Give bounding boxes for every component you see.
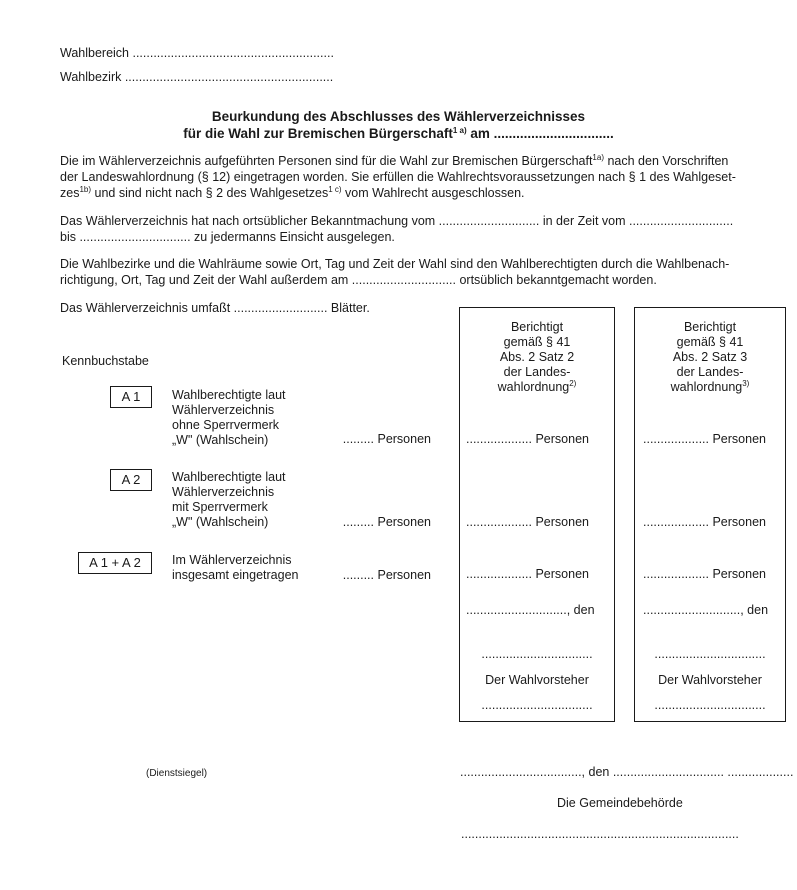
footer-signature-line: ................................................................................	[461, 827, 739, 841]
correction-box-satz3-heading: Berichtigt gemäß § 41 Abs. 2 Satz 3 der Landes- wahlordnung$^{3)}$	[670, 320, 750, 394]
code-box-a1: A 1	[110, 386, 152, 408]
row-total-persons: ......... Personen	[342, 568, 431, 582]
paragraph-announcement: Die Wahlbezirke und die Wahlräume sowie Ort, Tag und Zeit der Wahl sind den Wahlberechtigten durch die Wahlbenach- richtigung, Ort, Tag und Zeit der Wahl außerdem am .............................. ortsüblich bekanntgemacht worden.	[60, 257, 730, 287]
row-a2-persons: ......... Personen	[342, 515, 431, 529]
gemeindebehoerde-label: Die Gemeindebehörde	[557, 796, 683, 810]
sheet-count-line: Das Wählerverzeichnis umfaßt ........................... Blätter.	[60, 301, 370, 315]
box2-place-date: ............................, den	[643, 603, 769, 617]
row-total-description: Im Wählerverzeichnis insgesamt eingetragen	[172, 553, 299, 582]
box1-place-date: ............................., den	[466, 603, 595, 617]
document-title-line-1: Beurkundung des Abschlusses des Wählerverzeichnisses	[211, 109, 586, 124]
box1-a1-persons: ................... Personen	[466, 432, 589, 446]
row-a2-description: Wahlberechtigte laut Wählerverzeichnis mit Sperrvermerk „W" (Wahlschein)	[172, 470, 286, 529]
paragraph-eligibility: Die im Wählerverzeichnis aufgeführten Personen sind für die Wahl zur Bremischen Bürgerschaft$^{1a)}$ nach den Vorschriften der Landeswahlordnung (§ 12) eingetragen worden. Sie erfüllen die Wahlrechtsvoraussetzungen nach § 1 des Wahlgeset- zes$^{1b)}$ und sind nicht nach § 2 des Wahlgesetzes$^{1 c)}$ vom Wahlrecht ausgeschlossen.	[60, 153, 736, 200]
box1-total-persons: ................... Personen	[466, 567, 589, 581]
paragraph-display-period: Das Wählerverzeichnis hat nach ortsüblicher Bekanntmachung vom ............................. in der Zeit vom .............................. bis ................................ zu jedermanns Einsicht ausgelegen.	[60, 214, 734, 244]
document-title-line-2: für die Wahl zur Bremischen Bürgerschaft$^{1 a)}$ am ................................	[183, 126, 614, 141]
box2-total-persons: ................... Personen	[643, 567, 766, 581]
row-a1-description: Wahlberechtigte laut Wählerverzeichnis ohne Sperrvermerk „W" (Wahlschein)	[172, 388, 286, 447]
box1-signature-line: ................................	[481, 647, 593, 661]
box2-role: Der Wahlvorsteher	[658, 673, 762, 687]
footer-place-date: ..................................., den ................................ ...................	[460, 765, 794, 779]
wahlbereich-field: Wahlbereich ..........................................................	[60, 46, 334, 60]
box1-signature-line-2: ................................	[481, 698, 593, 712]
box2-signature-line: ................................	[654, 647, 766, 661]
box1-role: Der Wahlvorsteher	[485, 673, 589, 687]
box2-signature-line-2: ................................	[654, 698, 766, 712]
box2-a1-persons: ................... Personen	[643, 432, 766, 446]
row-a1-persons: ......... Personen	[342, 432, 431, 446]
code-box-a1-a2: A 1 + A 2	[78, 552, 152, 574]
correction-box-satz2-heading: Berichtigt gemäß § 41 Abs. 2 Satz 2 der Landes- wahlordnung$^{2)}$	[497, 320, 577, 394]
kennbuchstabe-label: Kennbuchstabe	[62, 354, 149, 368]
wahlbezirk-field: Wahlbezirk ............................................................	[60, 70, 334, 84]
box1-a2-persons: ................... Personen	[466, 515, 589, 529]
dienstsiegel-label: (Dienstsiegel)	[146, 768, 208, 779]
box2-a2-persons: ................... Personen	[643, 515, 766, 529]
code-box-a2: A 2	[110, 469, 152, 491]
